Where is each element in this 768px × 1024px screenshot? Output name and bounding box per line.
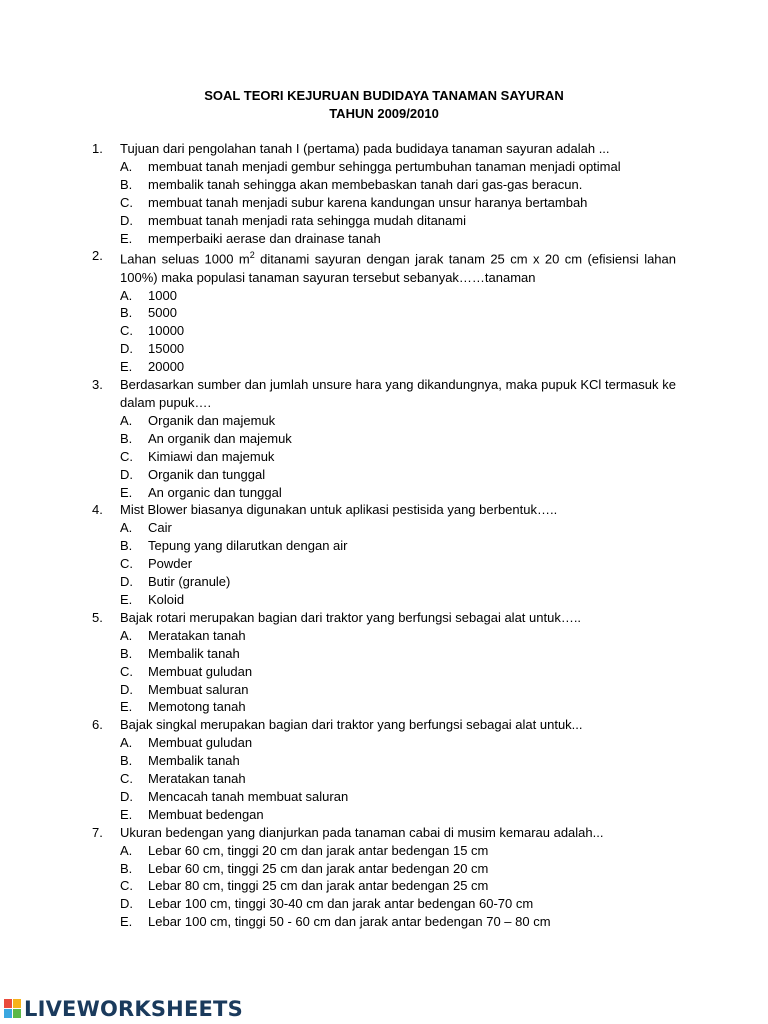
option-text: 5000 [148,305,177,321]
option-letter: A. [120,627,133,643]
answer-option-d[interactable] [92,340,676,358]
option-text: Mencacah tanah membuat saluran [148,788,349,804]
option-text: Lebar 60 cm, tinggi 20 cm dan jarak antar bedengan 15 cm [148,842,489,858]
option-letter: B. [120,430,133,446]
question-number: 7. [92,824,103,840]
option-letter: B. [120,645,133,661]
superscript: 2 [249,250,255,261]
option-letter: D. [120,212,133,228]
option-letter: C. [120,556,133,572]
answer-option-b[interactable] [92,304,676,322]
page-title: SOAL TEORI KEJURUAN BUDIDAYA TANAMAN SAYURAN [204,88,564,103]
option-text: Lebar 100 cm, tinggi 50 - 60 cm dan jarak antar bedengan 70 – 80 cm [148,914,551,930]
option-letter: C. [120,323,133,339]
question-text-part: ditanami sayuran dengan jarak tanam 25 cm x 20 cm (efisiensi lahan 100%) maka populasi tanaman sayuran tersebut sebanyak……tanaman [120,251,676,285]
question-text: Bajak rotari merupakan bagian dari traktor yang berfungsi sebagai alat untuk….. [120,609,582,625]
option-letter: B. [120,305,133,321]
page-subtitle: TAHUN 2009/2010 [329,106,439,121]
option-text: Koloid [148,591,185,607]
question-number: 3. [92,377,103,393]
answer-option-e[interactable] [92,230,676,248]
answer-option-c[interactable] [92,448,676,466]
option-text: An organik dan majemuk [148,430,292,446]
option-letter: A. [120,287,133,303]
answer-option-c[interactable] [92,194,676,212]
brand-name: LIVEWORKSHEETS [24,997,243,1021]
answer-option-c[interactable] [92,322,676,340]
option-letter: E. [120,591,133,607]
answer-option-b[interactable] [92,645,676,663]
answer-option-e[interactable] [92,591,676,609]
option-letter: D. [120,896,133,912]
question-7 [92,824,676,931]
option-letter: A. [120,412,133,428]
answer-option-c[interactable] [92,555,676,573]
option-letter: E. [120,484,133,500]
option-text: Membuat guludan [148,663,253,679]
question-text: Bajak singkal merupakan bagian dari traktor yang berfungsi sebagai alat untuk... [120,717,583,733]
option-text: Membalik tanah [148,753,240,769]
answer-option-e[interactable] [92,698,676,716]
option-letter: E. [120,914,133,930]
option-text: 10000 [148,323,185,339]
option-letter: D. [120,681,133,697]
option-text: Organik dan majemuk [148,412,276,428]
option-letter: C. [120,194,133,210]
option-letter: A. [120,735,133,751]
question-1 [92,140,676,247]
question-4 [92,501,676,608]
answer-option-e[interactable] [92,913,676,931]
option-letter: C. [120,448,133,464]
option-letter: A. [120,158,133,174]
option-text: Tepung yang dilarutkan dengan air [148,538,348,554]
answer-option-a[interactable] [92,158,676,176]
answer-option-d[interactable] [92,895,676,913]
question-2 [92,247,676,376]
question-number: 4. [92,502,103,518]
liveworksheets-logo[interactable] [4,996,243,1022]
answer-option-d[interactable] [92,466,676,484]
question-number: 6. [92,717,103,733]
option-letter: E. [120,699,133,715]
question-list [92,140,676,931]
option-text: Lebar 60 cm, tinggi 25 cm dan jarak antar bedengan 20 cm [148,860,489,876]
answer-option-d[interactable] [92,212,676,230]
answer-option-b[interactable] [92,430,676,448]
answer-option-d[interactable] [92,788,676,806]
question-number: 5. [92,609,103,625]
liveworksheets-logo-icon [4,999,22,1019]
option-text: membuat tanah menjadi gembur sehingga pertumbuhan tanaman menjadi optimal [148,158,621,174]
question-text: Tujuan dari pengolahan tanah I (pertama) pada budidaya tanaman sayuran adalah ... [120,141,610,156]
answer-option-b[interactable] [92,860,676,878]
answer-option-e[interactable] [92,484,676,502]
option-text: Powder [148,556,193,572]
question-text: Ukuran bedengan yang dianjurkan pada tanaman cabai di musim kemarau adalah... [120,824,604,840]
option-text: Memotong tanah [148,699,246,715]
answer-option-a[interactable] [92,287,676,305]
option-letter: B. [120,860,133,876]
option-letter: B. [120,176,133,192]
option-text: 1000 [148,287,177,303]
option-letter: A. [120,842,133,858]
option-text: Cair [148,520,172,536]
option-text: membuat tanah menjadi subur karena kandungan unsur haranya bertambah [148,194,588,210]
option-text: 20000 [148,359,185,375]
option-text: Membalik tanah [148,645,240,661]
answer-option-c[interactable] [92,663,676,681]
option-letter: B. [120,753,133,769]
answer-option-d[interactable] [92,681,676,699]
option-text: membuat tanah menjadi rata sehingga mudah ditanami [148,212,466,228]
question-text [120,247,676,286]
question-text-part: Lahan seluas 1000 m [120,251,250,267]
option-letter: A. [120,520,133,536]
option-text: Butir (granule) [148,574,231,590]
option-text: 15000 [148,341,185,357]
option-text: Kimiawi dan majemuk [148,448,275,464]
answer-option-b[interactable] [92,176,676,194]
answer-option-a[interactable] [92,412,676,430]
question-number: 2. [92,248,103,264]
option-text: Membuat guludan [148,735,253,751]
option-text: Lebar 80 cm, tinggi 25 cm dan jarak antar bedengan 25 cm [148,878,489,894]
option-letter: C. [120,771,133,787]
question-5 [92,609,676,716]
question-text: Berdasarkan sumber dan jumlah unsure hara yang dikandungnya, maka pupuk KCl termasuk ke dalam pupuk…. [120,377,676,411]
answer-option-a[interactable] [92,627,676,645]
answer-option-e[interactable] [92,358,676,376]
option-letter: D. [120,466,133,482]
option-text: Lebar 100 cm, tinggi 30-40 cm dan jarak antar bedengan 60-70 cm [148,896,534,912]
option-letter: C. [120,663,133,679]
option-text: Membuat saluran [148,681,249,697]
answer-option-a[interactable] [92,519,676,537]
option-letter: D. [120,341,133,357]
answer-option-a[interactable] [92,842,676,860]
option-text: Meratakan tanah [148,771,246,787]
answer-option-b[interactable] [92,752,676,770]
option-letter: D. [120,788,133,804]
option-text: membalik tanah sehingga akan membebaskan tanah dari gas-gas beracun. [148,176,583,192]
option-text: Meratakan tanah [148,627,246,643]
answer-option-d[interactable] [92,573,676,591]
option-text: memperbaiki aerase dan drainase tanah [148,230,381,246]
answer-option-a[interactable] [92,734,676,752]
option-letter: B. [120,538,133,554]
option-letter: D. [120,574,133,590]
question-6 [92,716,676,823]
answer-option-c[interactable] [92,877,676,895]
option-letter: C. [120,878,133,894]
answer-option-b[interactable] [92,537,676,555]
answer-option-c[interactable] [92,770,676,788]
answer-option-e[interactable] [92,806,676,824]
question-3 [92,376,676,501]
option-letter: E. [120,359,133,375]
option-letter: E. [120,230,133,246]
question-number: 1. [92,141,103,156]
question-text: Mist Blower biasanya digunakan untuk aplikasi pestisida yang berbentuk….. [120,502,558,518]
option-text: An organic dan tunggal [148,484,282,500]
option-text: Organik dan tunggal [148,466,266,482]
option-letter: E. [120,806,133,822]
option-text: Membuat bedengan [148,806,264,822]
